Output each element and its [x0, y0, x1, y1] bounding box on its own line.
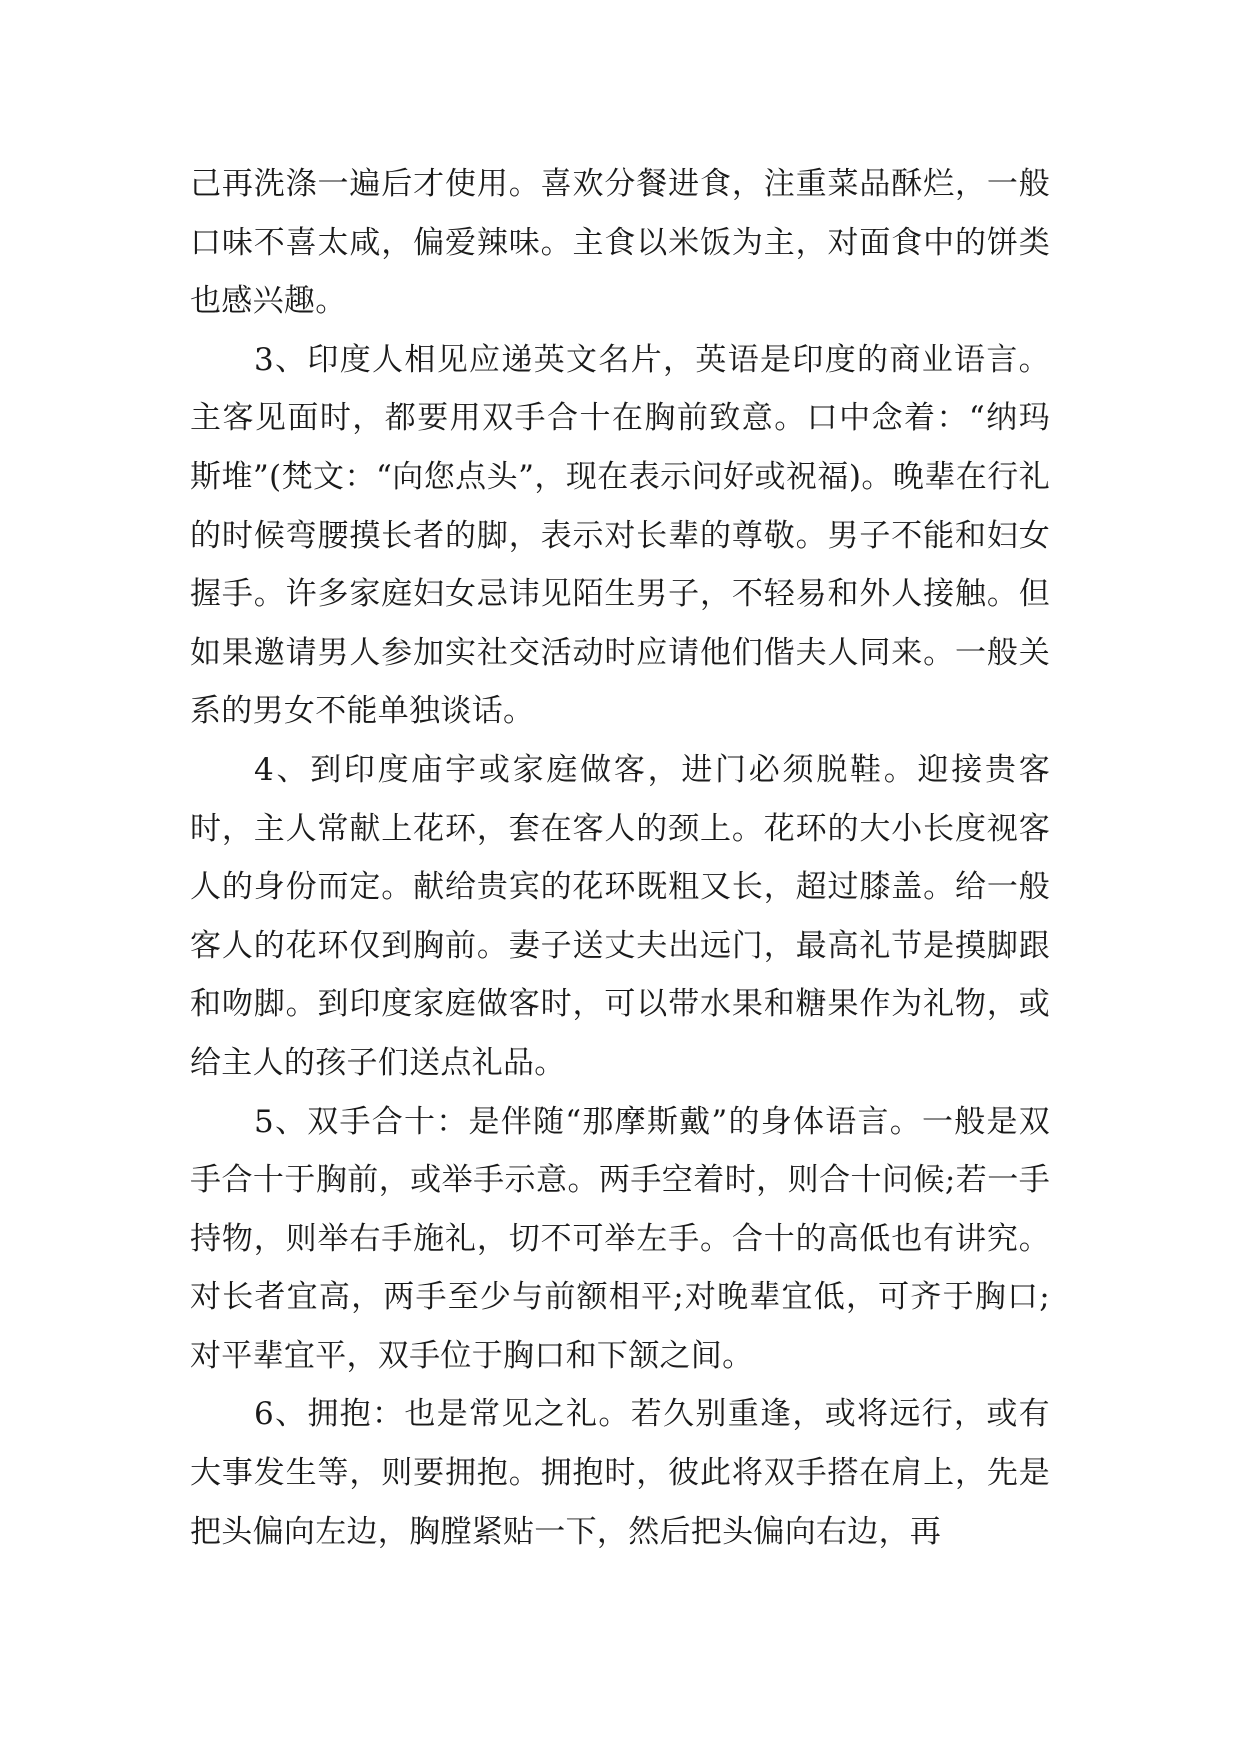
- paragraph-palms-together: 5、双手合十：是伴随“那摩斯戴”的身体语言。一般是双手合十于胸前，或举手示意。两手空着时，则合十问候;若一手持物，则举右手施礼，切不可举左手。合十的高低也有讲究。对长者宜高，两手至少与前额相平;对晚辈宜低，可齐于胸口;对平辈宜平，双手位于胸口和下颔之间。: [190, 1103, 1050, 1374]
- paragraph-embrace: 6、拥抱：也是常见之礼。若久别重逢，或将远行，或有大事发生等，则要拥抱。拥抱时，彼此将双手搭在肩上，先是把头偏向左边，胸膛紧贴一下，然后把头偏向右边，再: [190, 1396, 1050, 1550]
- paragraph-diet: 己再洗涤一遍后才使用。喜欢分餐进食，注重菜品酥烂，一般口味不喜太咸，偏爱辣味。主食以米饭为主，对面食中的饼类也感兴趣。: [190, 166, 1050, 320]
- paragraph-visiting-garlands: 4、到印度庙宇或家庭做客，进门必须脱鞋。迎接贵客时，主人常献上花环，套在客人的颈上。花环的大小长度视客人的身份而定。献给贵宾的花环既粗又长，超过膝盖。给一般客人的花环仅到胸前。妻子送丈夫出远门，最高礼节是摸脚跟和吻脚。到印度家庭做客时，可以带水果和糖果作为礼物，或给主人的孩子们送点礼品。: [190, 751, 1050, 1081]
- paragraph-greeting-cards: 3、印度人相见应递英文名片，英语是印度的商业语言。主客见面时，都要用双手合十在胸前致意。口中念着：“纳玛斯堆”(梵文：“向您点头”，现在表示问好或祝福)。晚辈在行礼的时候弯腰摸长者的脚，表示对长辈的尊敬。男子不能和妇女握手。许多家庭妇女忌讳见陌生男子，不轻易和外人接触。但如果邀请男人参加实社交活动时应请他们偕夫人同来。一般关系的男女不能单独谈话。: [190, 341, 1050, 730]
- document-body: [190, 155, 1050, 1561]
